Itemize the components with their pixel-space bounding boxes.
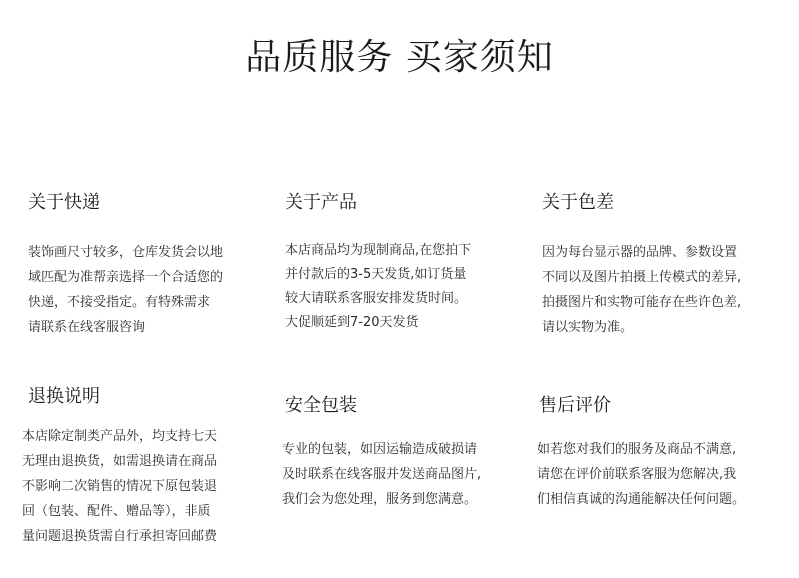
section-body: 因为每台显示器的品牌、参数设置 不同以及图片拍摄上传模式的差异, 拍摄图片和实物可能存在些许色差, 请以实物为准。 — [542, 245, 742, 335]
section-body: 专业的包装，如因运输造成破损请 及时联系在线客服并发送商品图片, 我们会为您处理，服务到您满意。 — [282, 442, 482, 507]
section-packaging — [282, 393, 527, 512]
section-heading: 退换说明 — [28, 386, 100, 407]
section-after-sales — [537, 393, 792, 512]
section-heading: 关于色差 — [542, 192, 614, 213]
section-heading: 售后评价 — [539, 395, 611, 416]
section-body: 装饰画尺寸较多，仓库发货会以地 域匹配为准帮亲选择一个合适您的 快递，不接受指定。有特殊需求 请联系在线客服咨询 — [28, 245, 224, 335]
section-shipping — [28, 190, 268, 340]
section-body: 如若您对我们的服务及商品不满意, 请您在评价前联系客服为您解决,我 们相信真诚的沟通能解决任何问题。 — [537, 442, 746, 507]
section-product — [285, 190, 525, 335]
section-heading: 关于产品 — [285, 192, 357, 213]
section-color-difference — [542, 190, 787, 340]
section-returns — [22, 384, 267, 549]
section-heading: 关于快递 — [28, 192, 100, 213]
section-heading: 安全包装 — [285, 395, 357, 416]
section-body: 本店商品均为现制商品,在您拍下 并付款后的3-5天发货,如订货量 较大请联系客服安排发货时间。 大促顺延到7-20天发货 — [285, 243, 472, 330]
page-title: 品质服务 买家须知 — [245, 37, 554, 78]
section-body: 本店除定制类产品外，均支持七天 无理由退换货，如需退换请在商品 不影响二次销售的情况下原包装退 回（包装、配件、赠品等），非质 量问题退换货需自行承担寄回邮费 — [22, 429, 218, 544]
